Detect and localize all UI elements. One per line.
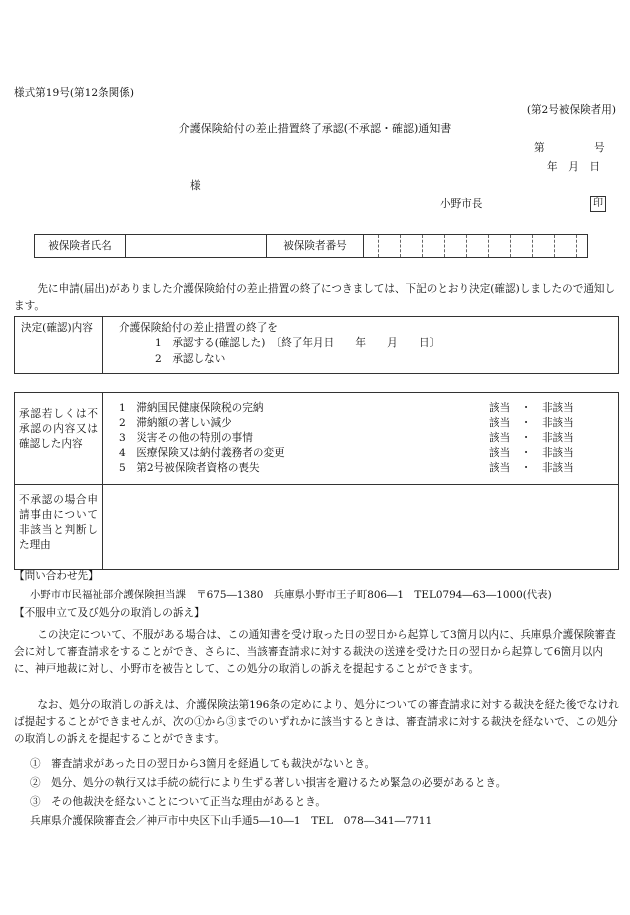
- document-title: 介護保険給付の差止措置終了承認(不承認・確認)通知書: [178, 122, 452, 135]
- reasons-label: 承認若しくは不承認の内容又は確認した内容: [15, 393, 103, 485]
- reason-item: 4 医療保険又は納付義務者の変更 該当 ・ 非該当: [119, 447, 574, 459]
- addressee-suffix: 様: [190, 180, 201, 192]
- issuer-name: 小野市長: [440, 198, 483, 210]
- contact-heading: 【問い合わせ先】: [14, 570, 99, 582]
- decision-label: 決定(確認)内容: [15, 317, 103, 373]
- decision-heading: 介護保険給付の差止措置の終了を: [119, 322, 278, 334]
- number-dai: 第: [534, 142, 545, 154]
- appeal-item: ① 審査請求があった日の翌日から3箇月を経過しても裁決がないとき。: [30, 758, 376, 770]
- appeal-address: 兵庫県介護保険審査会／神戸市中央区下山手通5―10―1 TEL 078―341―7711: [30, 815, 433, 827]
- intro-text: 先に申請(届出)がありました介護保険給付の差止措置の終了につきましては、下記のとおり決定(確認)しましたので通知します。: [14, 283, 616, 312]
- disapproval-label: 不承認の場合申請事由について非該当と判断した理由: [15, 485, 103, 569]
- issue-date: 年 月 日: [547, 161, 600, 173]
- reasons-list: [119, 401, 589, 476]
- appeal-paragraph-1: この決定について、不服がある場合は、この通知書を受け取った日の翌日から起算して3箇月以内に、兵庫県介護保険審査会に対して審査請求をすることができ、さらに、当該審査請求に対する裁決の送達を受けた日の翌日から起算して6箇月以内に、神戸地裁に対し、小野市を被告として、この処分の取消しの訴えを提起することができます。: [14, 629, 616, 675]
- insured-name-cell: [126, 235, 267, 257]
- insured-type: (第2号被保険者用): [526, 104, 616, 116]
- insured-number-label: 被保険者番号: [267, 235, 364, 257]
- appeal-item: ③ その他裁決を経ないことについて正当な理由があるとき。: [30, 796, 326, 808]
- decision-table: [14, 316, 619, 374]
- insured-table: [34, 234, 588, 258]
- reason-item: 5 第2号被保険者資格の喪失 該当 ・ 非該当: [119, 462, 574, 474]
- number-go: 号: [594, 142, 605, 154]
- reason-item: 1 滞納国民健康保険税の完納 該当 ・ 非該当: [119, 402, 574, 414]
- appeal-item: ② 処分、処分の執行又は手続の続行により生ずる著しい損害を避けるため緊急の必要があるとき。: [30, 777, 507, 789]
- form-number: 様式第19号(第12条関係): [14, 87, 134, 99]
- reason-item: 2 滞納額の著しい減少 該当 ・ 非該当: [119, 417, 574, 429]
- contact-text: 小野市市民福祉部介護保険担当課 〒675―1380 兵庫県小野市王子町806―1 TEL0794―63―1000(代表): [30, 589, 552, 601]
- seal-mark: 印: [590, 196, 606, 212]
- decision-option-reject: 2 承認しない: [155, 353, 226, 365]
- decision-option-approve: 1 承認する(確認した) 〔終了年月日 年 月 日〕: [155, 337, 441, 349]
- insured-number-cells: [364, 235, 587, 257]
- reason-item: 3 災害その他の特別の事情 該当 ・ 非該当: [119, 432, 574, 444]
- reasons-table: [14, 392, 619, 570]
- appeal-paragraph-2: なお、処分の取消しの訴えは、介護保険法第196条の定めにより、処分についての審査請求に対する裁決を経た後でなければ提起することができませんが、次の①から③までのいずれかに該当するときは、審査請求に対する裁決を経ないで、この処分の取消しの訴えを提起することができます。: [14, 699, 619, 745]
- insured-name-label: 被保険者氏名: [35, 235, 126, 257]
- appeal-heading: 【不服申立て及び処分の取消しの訴え】: [14, 607, 205, 619]
